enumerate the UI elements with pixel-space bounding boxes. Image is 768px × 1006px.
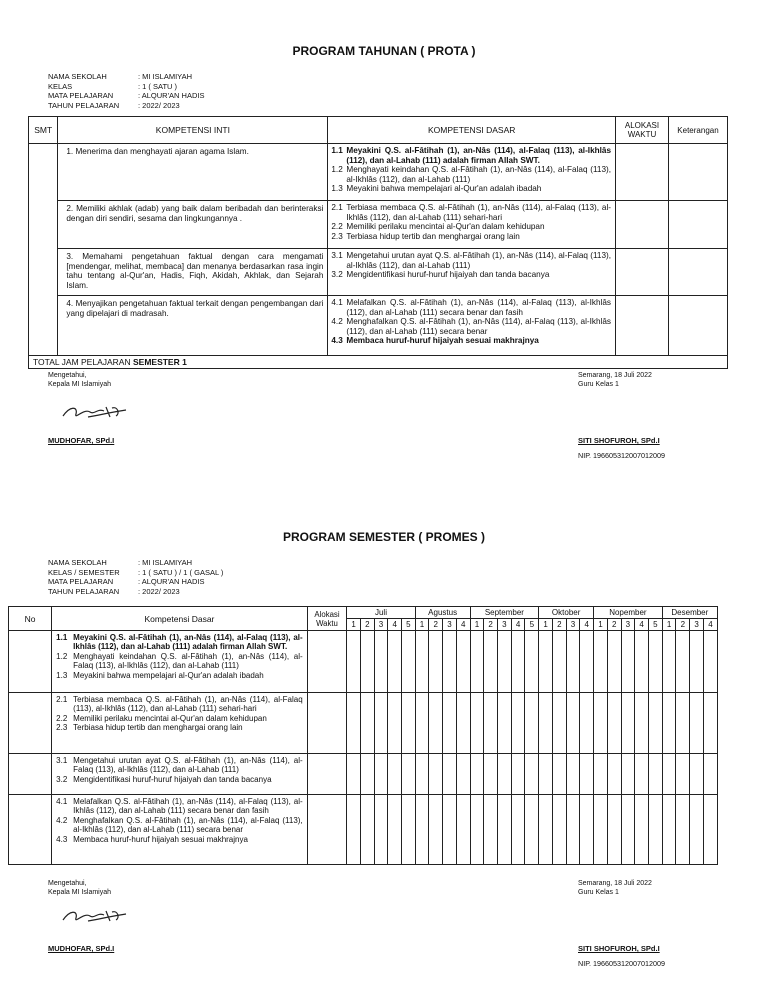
sign-date: Semarang, 18 Juli 2022 [578,880,652,887]
week-cell [415,754,429,795]
week-cell [484,754,498,795]
table-row [9,754,718,795]
week-header: 3 [498,619,512,631]
prota-title: PROGRAM TAHUNAN ( PROTA ) [292,44,476,58]
kd-number: 2.3 [331,231,343,241]
header-kompetensi-inti: KOMPETENSI INTI [58,117,328,144]
kd-text: Terbiasa membaca Q.S. al-Fâtihah (1), an-Nâs (114), al-Falaq (113), al-Ikhlâs (112), dan al-Lahab (111) sehari-hari [346,203,612,222]
kompetensi-dasar-cell [328,249,616,296]
kd-number: 3.2 [56,774,68,784]
signature-scribble-icon [60,906,130,928]
week-cell [662,693,676,754]
alokasi-cell [307,754,347,795]
kd-text: Terbiasa hidup tertib dan menghargai orang lain [73,723,243,733]
week-cell [360,693,374,754]
kd-number: 1.1 [331,146,343,155]
kompetensi-dasar-cell [328,201,616,249]
week-cell [388,754,402,795]
week-cell [662,795,676,865]
kd-number: 1.2 [56,651,68,661]
week-cell [511,631,525,693]
week-header: 2 [360,619,374,631]
kd-number: 4.3 [331,336,343,346]
week-cell [580,631,594,693]
table-row [29,201,728,249]
week-cell [594,631,608,693]
kd-number: 1.3 [331,184,343,194]
week-cell [456,693,470,754]
week-cell [498,754,512,795]
week-cell [347,693,361,754]
kd-number: 4.1 [331,298,343,307]
week-header: 5 [648,619,662,631]
week-cell [621,795,635,865]
week-cell [607,754,621,795]
sign-position: Guru Kelas 1 [578,381,619,388]
kompetensi-dasar-cell [52,693,308,754]
week-cell [635,795,649,865]
kd-number: 4.2 [56,815,68,825]
week-cell [374,754,388,795]
prota-sign-right [578,371,652,389]
week-cell [635,754,649,795]
no-cell [9,631,52,693]
kd-text: Menghayati keindahan Q.S. al-Fâtihah (1), an-Nâs (114), al-Falaq (113), al-Ikhlâs (112), dan al-Lahab (111) [73,651,303,671]
week-header: 1 [539,619,553,631]
week-cell [443,754,457,795]
week-cell [402,754,416,795]
meta-key: TAHUN PELAJARAN [48,100,120,110]
sign-label: Mengetahui, [48,372,87,379]
week-cell [594,693,608,754]
week-header: 3 [374,619,388,631]
header-keterangan: Keterangan [668,117,727,144]
week-cell [648,754,662,795]
week-header: 4 [580,619,594,631]
week-cell [429,631,443,693]
week-cell [676,631,690,693]
week-header: 3 [566,619,580,631]
week-header: 5 [402,619,416,631]
kompetensi-inti-cell: 3. Memahami pengetahuan faktual dengan cara mengamati [mendengar, melihat, membaca] dan menanya berdasarkan rasa ingin tahu tentang al-Qur'an, Hadis, Fiqh, Akidah, Akhlak, dan Sejarah Islam. [58,249,328,296]
week-cell [347,795,361,865]
week-cell [443,693,457,754]
meta-key: NAMA SEKOLAH [48,72,107,81]
week-cell [648,795,662,865]
kd-text: Melafalkan Q.S. al-Fâtihah (1), an-Nâs (114), al-Falaq (113), al-Ikhlâs (112), dan al-Lahab (111) secara benar dan fasih [73,797,303,816]
week-cell [456,631,470,693]
kompetensi-dasar-cell [52,631,308,693]
week-cell [539,754,553,795]
week-cell [607,795,621,865]
week-header: 1 [594,619,608,631]
kd-text: Membaca huruf-huruf hijaiyah sesuai makhrajnya [73,834,248,844]
header-alokasi-waktu: ALOKASI WAKTU [616,117,669,144]
week-header: 1 [470,619,484,631]
week-header: 2 [676,619,690,631]
alokasi-cell [616,296,669,356]
week-header: 3 [621,619,635,631]
meta-key: MATA PELAJARAN [48,91,114,101]
kd-number: 1.3 [56,670,68,680]
week-cell [594,795,608,865]
week-header: 3 [690,619,704,631]
week-cell [525,693,539,754]
prota-table [28,116,728,369]
kd-text: Mengidentifikasi huruf-huruf hijaiyah dan tanda bacanya [73,774,272,784]
meta-value: : ALQUR'AN HADIS [138,577,205,587]
week-cell [703,795,717,865]
week-cell [676,795,690,865]
promes-title: PROGRAM SEMESTER ( PROMES ) [282,530,485,544]
kompetensi-inti-cell: 2. Memiliki akhlak (adab) yang baik dalam beribadah dan berinteraksi dengan diri sendiri, sesama dan lingkungannya . [58,201,328,249]
kompetensi-dasar-cell [52,795,308,865]
kd-text: Membaca huruf-huruf hijaiyah sesuai makhrajnya [346,336,539,346]
promes-principal-name: MUDHOFAR, SPd.I [48,944,115,953]
smt-cell [29,144,58,356]
month-header: Nopember [594,607,663,619]
kd-text: Mengidentifikasi huruf-huruf hijaiyah dan tanda bacanya [346,270,550,280]
meta-key: KELAS / SEMESTER [48,567,120,577]
table-row [29,249,728,296]
week-cell [374,795,388,865]
week-cell [552,795,566,865]
total-label: TOTAL JAM PELAJARAN [33,357,133,367]
week-cell [456,795,470,865]
kd-text: Terbiasa hidup tertib dan menghargai orang lain [346,231,520,241]
week-cell [388,631,402,693]
week-cell [429,693,443,754]
alokasi-cell [307,631,347,693]
sign-position: Guru Kelas 1 [578,889,619,896]
meta-value: : 2022/ 2023 [138,586,180,596]
kd-number: 2.2 [56,713,68,723]
meta-key: NAMA SEKOLAH [48,558,107,567]
week-cell [635,693,649,754]
week-cell [676,693,690,754]
week-header: 2 [552,619,566,631]
table-row [9,795,718,865]
sign-position: Kepala MI Islamiyah [48,889,112,896]
table-row [29,144,728,201]
header-smt: SMT [29,117,58,144]
week-cell [607,693,621,754]
week-cell [511,693,525,754]
header-alokasi-waktu: Alokasi Waktu [307,607,347,631]
no-cell [9,795,52,865]
week-cell [429,754,443,795]
week-header: 1 [415,619,429,631]
week-header: 3 [443,619,457,631]
week-cell [484,795,498,865]
week-cell [360,754,374,795]
week-cell [690,693,704,754]
prota-sign-left [48,371,111,389]
week-header: 2 [429,619,443,631]
week-cell [566,795,580,865]
week-header: 1 [662,619,676,631]
week-cell [552,754,566,795]
meta-value: : ALQUR'AN HADIS [138,91,205,101]
week-cell [402,795,416,865]
promes-sign-right [578,879,652,897]
week-cell [635,631,649,693]
week-cell [415,795,429,865]
header-no: No [9,607,52,631]
kd-text: Meyakini Q.S. al-Fâtihah (1), an-Nâs (114), al-Falaq (113), al-Ikhlâs (112), dan al-Lahab (111) adalah firman Allah SWT. [73,633,303,652]
week-cell [703,631,717,693]
kd-number: 4.3 [56,834,68,844]
week-header: 4 [511,619,525,631]
keterangan-cell [668,201,727,249]
week-cell [703,754,717,795]
table-row [9,631,718,693]
week-cell [443,795,457,865]
sign-label: Mengetahui, [48,880,87,887]
week-cell [594,754,608,795]
kd-text: Memiliki perilaku mencintai al-Qur'an dalam kehidupan [346,222,545,232]
meta-value: : 1 ( SATU ) [138,81,178,91]
alokasi-cell [616,144,669,201]
prota-principal-name: MUDHOFAR, SPd.I [48,436,115,445]
keterangan-cell [668,249,727,296]
meta-value: : 1 ( SATU ) / 1 ( GASAL ) [138,567,224,577]
week-cell [456,754,470,795]
prota-meta [48,72,348,110]
week-cell [415,693,429,754]
week-cell [388,795,402,865]
kd-text: Meyakini Q.S. al-Fâtihah (1), an-Nâs (114), al-Falaq (113), al-Ikhlâs (112), dan al-Lahab (111) adalah firman Allah SWT. [346,146,612,165]
week-cell [539,795,553,865]
kd-number: 3.2 [331,270,343,280]
kd-text: Mengetahui urutan ayat Q.S. al-Fâtihah (1), an-Nâs (114), al-Falaq (113), al-Ikhlâs (112), dan al-Lahab (111) [73,756,303,775]
week-cell [621,631,635,693]
week-cell [470,795,484,865]
week-cell [511,754,525,795]
week-cell [374,693,388,754]
week-cell [580,693,594,754]
kompetensi-dasar-cell [328,144,616,201]
week-cell [498,693,512,754]
kd-text: Menghafalkan Q.S. al-Fâtihah (1), an-Nâs (114), al-Falaq (113), al-Ikhlâs (112), dan al-Lahab (111) secara benar [346,317,612,336]
week-header: 2 [484,619,498,631]
kd-number: 3.1 [56,756,68,765]
week-cell [607,631,621,693]
week-cell [580,795,594,865]
meta-value: : 2022/ 2023 [138,100,180,110]
week-cell [470,631,484,693]
week-cell [690,795,704,865]
week-cell [470,754,484,795]
table-row [9,693,718,754]
month-header: Agustus [415,607,470,619]
kd-number: 2.1 [331,203,343,212]
week-header: 5 [525,619,539,631]
week-cell [374,631,388,693]
week-cell [648,693,662,754]
week-header: 4 [635,619,649,631]
week-cell [552,693,566,754]
kd-number: 4.2 [331,317,343,327]
kompetensi-dasar-cell [328,296,616,356]
week-cell [648,631,662,693]
week-cell [676,754,690,795]
week-cell [690,754,704,795]
week-cell [525,795,539,865]
kompetensi-dasar-cell [52,754,308,795]
week-cell [621,693,635,754]
week-cell [539,693,553,754]
kd-text: Meyakini bahwa mempelajari al-Qur'an adalah ibadah [73,670,264,680]
alokasi-cell [616,201,669,249]
week-cell [566,754,580,795]
promes-meta [48,558,348,596]
header-kompetensi-dasar: Kompetensi Dasar [52,607,308,631]
week-cell [402,631,416,693]
week-cell [470,693,484,754]
kd-text: Memiliki perilaku mencintai al-Qur'an dalam kehidupan [73,713,267,723]
alokasi-cell [616,249,669,296]
kd-text: Mengetahui urutan ayat Q.S. al-Fâtihah (1), an-Nâs (114), al-Falaq (113), al-Ikhlâs (112), dan al-Lahab (111) [346,251,612,270]
week-header: 4 [388,619,402,631]
week-cell [347,754,361,795]
week-cell [621,754,635,795]
total-cell [29,356,728,369]
kompetensi-inti-cell: 4. Menyajikan pengetahuan faktual terkait dengan pengembangan dari yang dipelajari di madrasah. [58,296,328,356]
week-cell [443,631,457,693]
week-header: 4 [456,619,470,631]
sign-position: Kepala MI Islamiyah [48,381,112,388]
promes-teacher-nip: NIP. 196605312007012009 [578,959,665,968]
meta-value: : MI ISLAMIYAH [138,72,193,81]
kd-number: 3.1 [331,251,343,260]
signature-scribble-icon [60,402,130,424]
week-cell [402,693,416,754]
week-cell [415,631,429,693]
week-cell [662,631,676,693]
month-header: Oktober [539,607,594,619]
header-kompetensi-dasar: KOMPETENSI DASAR [328,117,616,144]
alokasi-cell [307,795,347,865]
week-cell [539,631,553,693]
week-cell [580,754,594,795]
kd-text: Menghafalkan Q.S. al-Fâtihah (1), an-Nâs (114), al-Falaq (113), al-Ikhlâs (112), dan al-Lahab (111) secara benar [73,815,303,835]
week-cell [360,631,374,693]
kd-number: 2.1 [56,695,68,704]
keterangan-cell [668,296,727,356]
week-cell [525,754,539,795]
kd-number: 2.3 [56,723,68,733]
no-cell [9,754,52,795]
kd-text: Melafalkan Q.S. al-Fâtihah (1), an-Nâs (114), al-Falaq (113), al-Ikhlâs (112), dan al-Lahab (111) secara benar dan fasih [346,298,612,317]
month-header: Desember [662,607,717,619]
meta-key: MATA PELAJARAN [48,577,114,587]
week-cell [552,631,566,693]
keterangan-cell [668,144,727,201]
week-cell [429,795,443,865]
week-cell [525,631,539,693]
total-semester: SEMESTER 1 [132,357,187,367]
week-header: 1 [347,619,361,631]
prota-teacher-name: SITI SHOFUROH, SPd.I [578,436,660,445]
alokasi-cell [307,693,347,754]
week-cell [566,631,580,693]
week-cell [498,631,512,693]
table-row [29,296,728,356]
meta-value: : MI ISLAMIYAH [138,558,193,567]
month-header: Juli [347,607,415,619]
kompetensi-inti-cell: 1. Menerima dan menghayati ajaran agama Islam. [58,144,328,201]
meta-key: TAHUN PELAJARAN [48,586,120,596]
week-cell [498,795,512,865]
week-cell [484,631,498,693]
no-cell [9,693,52,754]
week-cell [566,693,580,754]
week-cell [360,795,374,865]
kd-number: 2.2 [331,222,343,232]
week-cell [388,693,402,754]
total-row [29,356,728,369]
kd-number: 1.2 [331,165,343,175]
promes-table [8,606,718,865]
sign-date: Semarang, 18 Juli 2022 [578,372,652,379]
week-header: 4 [703,619,717,631]
week-cell [662,754,676,795]
prota-teacher-nip: NIP. 196605312007012009 [578,451,665,460]
week-cell [690,631,704,693]
week-cell [347,631,361,693]
promes-teacher-name: SITI SHOFUROH, SPd.I [578,944,660,953]
kd-text: Meyakini bahwa mempelajari al-Qur'an adalah ibadah [346,184,542,194]
week-header: 2 [607,619,621,631]
meta-key: KELAS [48,81,73,91]
kd-number: 4.1 [56,797,68,806]
promes-sign-left [48,879,111,897]
week-cell [511,795,525,865]
month-header: September [470,607,539,619]
kd-text: Menghayati keindahan Q.S. al-Fâtihah (1), an-Nâs (114), al-Falaq (113), al-Ikhlâs (112), dan al-Lahab (111) [346,165,612,184]
week-cell [484,693,498,754]
kd-text: Terbiasa membaca Q.S. al-Fâtihah (1), an-Nâs (114), al-Falaq (113), al-Ikhlâs (112), dan al-Lahab (111) sehari-hari [73,695,303,714]
week-cell [703,693,717,754]
kd-number: 1.1 [56,633,68,642]
